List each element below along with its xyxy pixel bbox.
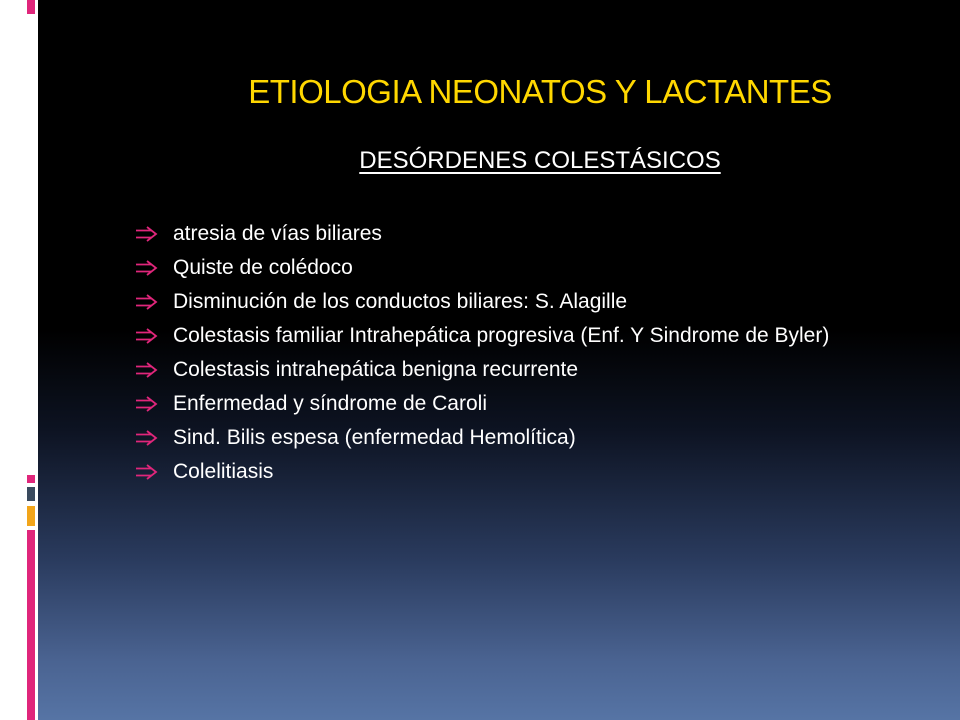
list-item-text: Quiste de colédoco	[173, 256, 353, 279]
list-item	[130, 222, 910, 245]
slide-title: ETIOLOGIA NEONATOS Y LACTANTES	[248, 73, 832, 110]
double-arrow-right-icon	[134, 327, 160, 345]
list-item-text: Disminución de los conductos biliares: S. Alagille	[173, 290, 628, 313]
deco-bar-pink-1	[27, 475, 35, 483]
slide-subtitle	[200, 145, 880, 177]
list-item-text: Enfermedad y síndrome de Caroli	[173, 392, 487, 415]
deco-bar-slate	[27, 487, 35, 501]
bullet-list	[130, 222, 910, 494]
list-item	[130, 426, 910, 449]
list-item	[130, 358, 910, 381]
list-item-text: Colestasis intrahepática benigna recurrente	[173, 358, 579, 381]
list-item-text: Colestasis familiar Intrahepática progresiva (Enf. Y Sindrome de Byler)	[173, 324, 830, 347]
list-item	[130, 392, 910, 415]
double-arrow-right-icon	[134, 395, 160, 413]
list-item	[130, 256, 910, 279]
deco-bar-pink-top	[27, 0, 35, 14]
double-arrow-right-icon	[134, 429, 160, 447]
deco-bar-orange	[27, 506, 35, 526]
list-item	[130, 460, 910, 483]
list-item-text: atresia de vías biliares	[173, 222, 382, 245]
list-item-text: Colelitiasis	[173, 460, 274, 483]
list-item	[130, 290, 910, 313]
double-arrow-right-icon	[134, 463, 160, 481]
double-arrow-right-icon	[134, 259, 160, 277]
double-arrow-right-icon	[134, 361, 160, 379]
list-item-text: Sind. Bilis espesa (enfermedad Hemolítica)	[173, 426, 576, 449]
list-item	[130, 324, 910, 347]
double-arrow-right-icon	[134, 293, 160, 311]
slide-subtitle-text: DESÓRDENES COLESTÁSICOS	[359, 147, 721, 174]
double-arrow-right-icon	[134, 225, 160, 243]
decorative-side-bars	[0, 0, 38, 720]
deco-bar-pink-2	[27, 530, 35, 720]
